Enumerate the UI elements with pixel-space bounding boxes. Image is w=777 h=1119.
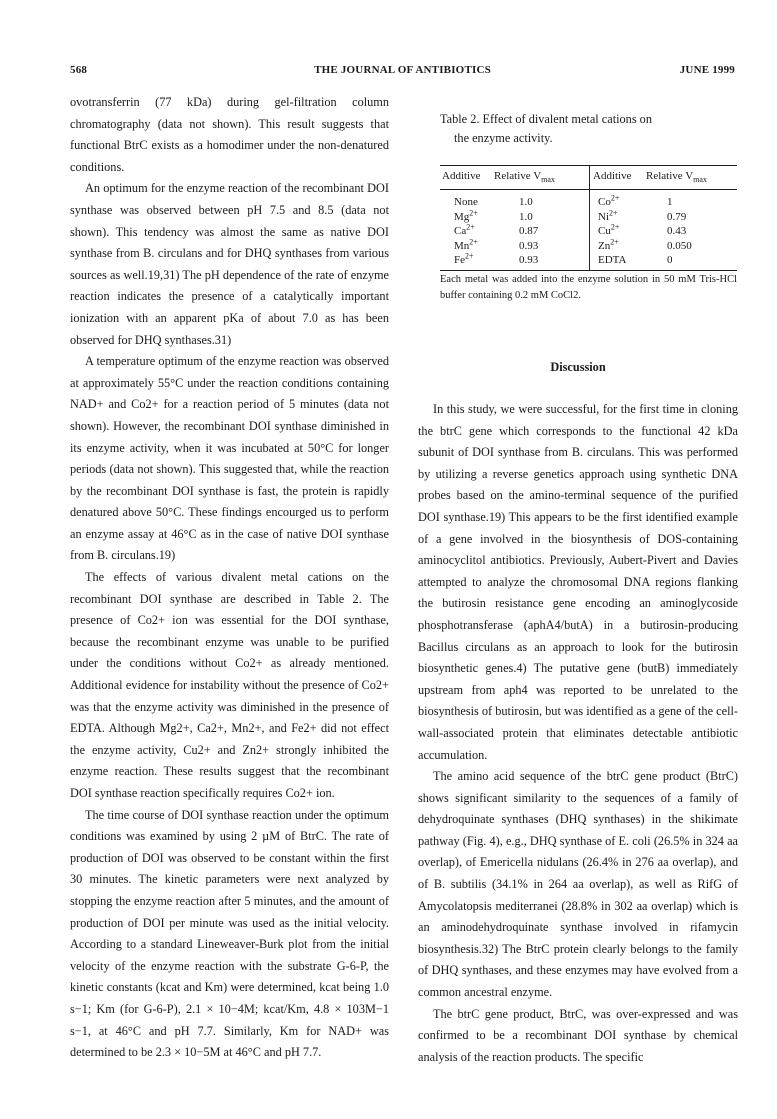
- cell-superscript: 2+: [469, 236, 478, 246]
- cell-superscript: 2+: [610, 193, 620, 203]
- cell-text: 0.79: [667, 210, 687, 223]
- table-cell: [598, 236, 619, 254]
- table-cell: [519, 210, 533, 225]
- table-cell: [667, 224, 686, 239]
- table-cell: [519, 253, 538, 268]
- cell-text: Zn: [598, 239, 611, 252]
- issue-date: JUNE 1999: [679, 64, 735, 76]
- paragraph: The effects of various divalent metal cations on the recombinant DOI synthase are described in Table 2. The presence of Co2+ ion was essential for the DOI synthase, because the recombinant enzyme was unable to be purified under the conditions without Co2+ as already mentioned. Additional evidence for instability without the presence of Co2+ was that the enzyme activity was diminished in the presence of EDTA. Although Mg2+, Ca2+, Mn2+, and Fe2+ did not effect the enzyme activity, Cu2+ and Zn2+ strongly inhibited the enzyme reaction. These results suggest that the recombinant DOI synthase reaction specifically requires Co2+ ion.: [70, 570, 389, 800]
- cell-text: Cu: [598, 225, 611, 237]
- table-cell: [667, 195, 673, 210]
- cell-text: Ni: [598, 210, 609, 223]
- table-header-cell: Additive: [593, 170, 632, 182]
- cell-text: 1.0: [519, 196, 533, 208]
- cell-superscript: 2+: [465, 251, 474, 261]
- cell-text: 0.050: [667, 239, 692, 252]
- table-cell: [454, 253, 474, 268]
- table-footnote: Each metal was added into the enzyme solution in 50 mM Tris-HCl buffer containing 0.2 mM CoCl2.: [440, 274, 737, 301]
- cell-superscript: 2+: [610, 222, 620, 232]
- table-cell: [519, 224, 538, 239]
- section-heading: Discussion: [550, 360, 606, 374]
- cell-superscript: 2+: [469, 207, 478, 217]
- table-rule: [440, 270, 737, 271]
- cell-text: 0.43: [667, 225, 687, 237]
- cell-text: None: [454, 196, 478, 208]
- table-header-cell: Additive: [442, 170, 481, 182]
- cell-text: EDTA: [598, 254, 627, 266]
- paragraph: The btrC gene product, BtrC, was over-expressed and was confirmed to be a recombinant DOI synthase by chemical analysis of the reaction products. The specific: [418, 1006, 738, 1064]
- header-text: Relative V: [646, 170, 694, 182]
- cell-superscript: 2+: [609, 207, 618, 217]
- cell-superscript: 2+: [466, 222, 475, 232]
- cell-text: Mg: [454, 210, 470, 223]
- cell-text: 1: [667, 196, 673, 208]
- cell-superscript: 2+: [610, 236, 619, 246]
- table-cell: [519, 195, 533, 210]
- paragraph: In this study, we were successful, for the first time in cloning the btrC gene which corresponds to the functional 42 kDa subunit of DOI synthase from B. circulans. This was performed by utilizing a reverse genetics approach using synthetic DNA probes based on the amino-terminal sequence of the purified DOI synthase.19) This appears to be the first identified example of a gene involved in the biosynthesis of DOS-containing aminocyclitol antibiotics. Previously, Aubert-Pivert and Davies attempted to analyze the chromosomal DNA regions flanking the butirosin resistance gene encoding an aminoglycoside phosphotransferase (aphA4/butA) in a butirosin-producing Bacillus circulans as an approach to look for the butirosin biosynthetic genes.4) The putative gene (butB) immediately upstream from aph4 was reported to be unrelated to the biosynthesis of butirosin, but was identified as a gene of the cell-wall-associated protein that eliminates detectable antibiotic accumulation.: [418, 402, 738, 762]
- table-caption: [440, 110, 737, 148]
- table-cell: [598, 253, 626, 268]
- caption-line: Table 2. Effect of divalent metal cations on: [440, 112, 652, 126]
- cell-text: 0.93: [519, 239, 539, 252]
- running-header: [70, 64, 735, 82]
- table-2: [440, 110, 737, 301]
- cell-text: Mn: [454, 239, 470, 252]
- cell-text: 0.93: [519, 254, 539, 266]
- left-column: [70, 92, 389, 1064]
- table-cell: [667, 239, 692, 254]
- table-divider: [589, 165, 590, 270]
- cell-text: Fe: [454, 254, 465, 266]
- cell-text: Ca: [454, 225, 467, 237]
- cell-text: Co: [598, 196, 611, 208]
- table-cell: [667, 253, 673, 268]
- right-column: [418, 399, 738, 1068]
- paragraph: The time course of DOI synthase reaction under the optimum conditions was examined by using 2 µM of BtrC. The rate of production of DOI was observed to be constant within the first 30 minutes. The kinetic parameters were next analyzed by stopping the enzyme reaction after 5 minutes, and the amount of production of DOI per minute was used as the initial velocity. According to a standard Lineweaver-Burk plot from the initial velocity of the enzyme reaction with the substrate G-6-P, the kinetic constants (kcat and Km) were determined, kcat being 1.0 s−1; Km (for G-6-P), 2.1 × 10−4M; kcat/Km, 4.8 × 103M−1 s−1, at 46°C and pH 7.7. Similarly, Km for NAD+ was determined to be 2.3 × 10−5M at 46°C and pH 7.7.: [70, 807, 389, 1060]
- caption-line: the enzyme activity.: [454, 131, 553, 145]
- header-subscript: max: [541, 175, 555, 185]
- header-subscript: max: [693, 175, 707, 185]
- paragraph: ovotransferrin (77 kDa) during gel-filtration column chromatography (data not shown). This result suggests that functional BtrC exists as a homodimer under the non-denatured conditions.: [70, 95, 389, 174]
- cell-text: 0: [667, 254, 673, 266]
- paragraph: A temperature optimum of the enzyme reaction was observed at approximately 55°C under the reaction conditions containing NAD+ and Co2+ for a reaction period of 5 minutes (data not shown). However, the recombinant DOI synthase diminished in its enzyme activity, when it was incubated at 50°C for longer periods (data not shown). This suggested that, while the reaction by the recombinant DOI synthase is fast, the protein is rapidly denatured above 50°C. These findings encourged us to perform an enzyme assay at 46°C as in the case of native DOI synthase from B. circulans.19): [70, 354, 389, 563]
- table-header-cell: [494, 170, 555, 185]
- page-number: 568: [70, 64, 88, 76]
- paragraph: The amino acid sequence of the btrC gene product (BtrC) shows significant similarity to the sequences of a family of dehydroquinate synthases (DHQ synthases) in the shikimate pathway (Fig. 4), e.g., DHQ synthase of E. coli (26.5% in 324 aa overlap), of Emericella nidulans (26.4% in 276 aa overlap), and of B. subtilis (34.1% in 264 aa overlap), as well as RifG of Amycolatopsis mediterranei (28.8% in 302 aa overlap) which is an aminodehydroquinate synthase involved in rifamycin biosynthesis.32) The BtrC protein clearly belongs to the family of DHQ synthases, and these enzymes may have evolved from a common ancestral enzyme.: [418, 769, 738, 1000]
- cell-text: 1.0: [519, 210, 533, 223]
- header-text: Relative V: [494, 170, 542, 182]
- table-header-cell: [646, 170, 707, 185]
- journal-title: THE JOURNAL OF ANTIBIOTICS: [314, 64, 491, 76]
- cell-text: 0.87: [519, 225, 539, 237]
- table-cell: [519, 239, 538, 254]
- table-cell: [667, 210, 686, 225]
- paragraph: An optimum for the enzyme reaction of the recombinant DOI synthase was observed between pH 7.5 and 8.5 (data not shown). This tendency was almost the same as native DOI synthase from B. circulans and for DHQ synthases from various sources as well.19,31) The pH dependence of the rate of enzyme reaction indicates the presence of a catalytically important ionization with an apparent pKa of about 7.0 as has been observed for DHQ synthases.31): [70, 181, 389, 347]
